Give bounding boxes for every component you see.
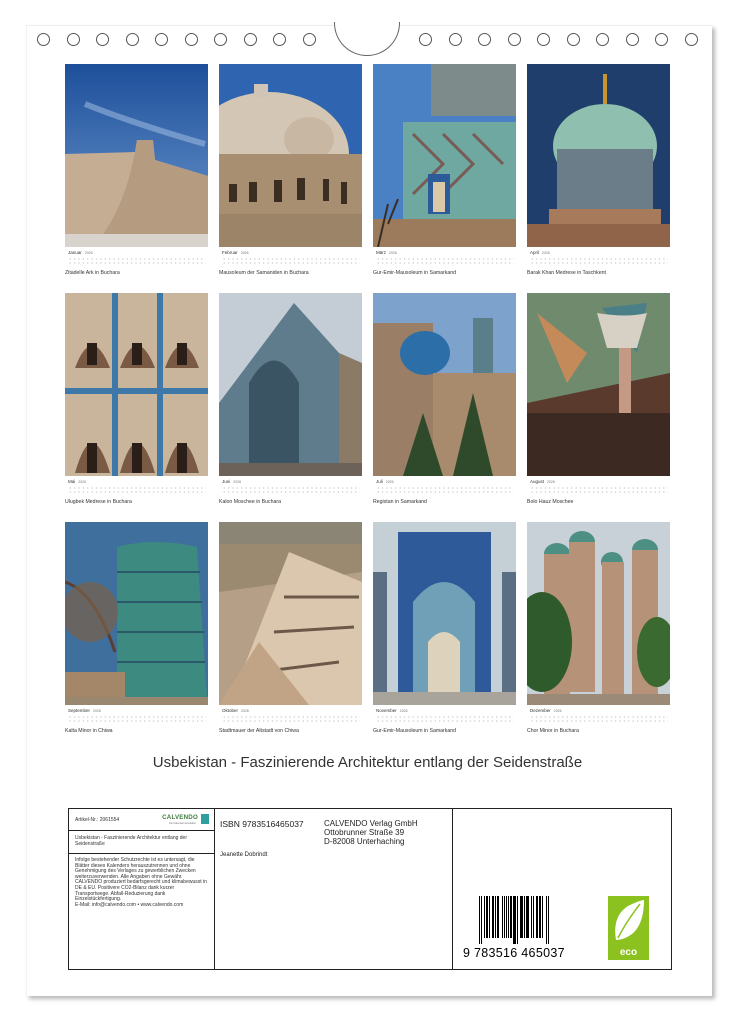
photo-caption: Stadtmauer der Altstadt von Chiwa [219,728,299,734]
photo-caption: Kalta Minor in Chiwa [65,728,113,734]
photo-chor-minor [527,522,670,705]
publisher-street: Ottobrunner Straße 39 [324,828,405,837]
contact-info: E-Mail: info@calvendo.com • www.calvendo.com [75,901,184,908]
eco-label: eco [619,947,638,958]
photo-caption: Bolo Hauz Moschee [527,499,574,505]
photo-registan [373,293,516,476]
year-label: 2026 [78,480,87,484]
day-grid [68,257,206,265]
year-label: 2026 [553,709,562,713]
imprint-box [68,808,672,970]
photo-caption: Chor Minor in Buchara [527,728,579,734]
binding-hole [155,33,168,46]
month-label: März [376,250,386,255]
binding-hole [685,33,698,46]
photo-caption: Mausoleum der Samaniden in Buchara [219,270,309,276]
legal-notice [69,854,214,912]
month-label: Oktober [222,708,239,713]
photo-gur-emir-portal [373,522,516,705]
publisher-name: CALVENDO Verlag GmbH [324,819,418,828]
leaf-icon [608,896,649,946]
binding-hole [655,33,668,46]
binding-hole [273,33,286,46]
photo-caption: Gur-Emir-Mausoleum in Samarkand [373,270,457,276]
day-grid [530,715,668,723]
year-label: 2026 [542,251,550,255]
photo-samaniden-mausoleum [219,64,362,247]
photo-caption: Kalon Moschee in Buchara [219,499,281,505]
day-grid [222,257,360,265]
calvendo-logo-text: CALVENDO [162,814,198,821]
isbn-barcode [475,896,579,944]
day-grid [222,715,360,723]
imprint-left-column [69,809,215,969]
month-label: Januar [68,250,82,255]
binding-hole [185,33,198,46]
binding-hole [96,33,109,46]
isbn: ISBN 9783516465037 [220,819,304,829]
binding-hole [478,33,491,46]
year-label: 2026 [93,709,101,713]
year-label: 2026 [399,709,408,713]
day-grid [68,715,206,723]
imprint-right-column [453,809,671,969]
binding-hole [419,33,432,46]
publisher-city: D-82008 Unterhaching [324,837,405,846]
photo-caption: Barak Khan Medrese in Taschkent [527,270,606,276]
photo-zitadelle-ark [65,64,208,247]
article-row [69,809,214,831]
day-grid [530,257,668,265]
month-label: Februar [222,250,238,255]
binding-hole [567,33,580,46]
month-label: Juli [376,479,383,484]
photo-caption: Gur-Emir-Mausoleum in Samarkand [373,728,457,734]
binding-hole [537,33,550,46]
month-label: Juni [222,479,231,484]
binding-hole [244,33,257,46]
day-grid [222,486,360,494]
year-label: 2026 [240,251,249,255]
binding-hole [214,33,227,46]
binding-hole [126,33,139,46]
barcode-number: 9 783516 465037 [463,946,565,960]
month-label: Mai [68,479,76,484]
day-grid [376,257,514,265]
imprint-middle-column [215,809,453,969]
month-label: August [530,479,545,484]
barcode-bars [479,896,579,944]
article-number: Artikel-Nr.: 2061554 [75,817,120,823]
month-label: Dezember [530,708,551,713]
binding-hole [37,33,50,46]
month-label: November [376,708,397,713]
photo-caption: Ulugbek Medrese in Buchara [65,499,132,505]
year-label: 2026 [233,480,242,484]
photo-kalon-moschee [219,293,362,476]
day-grid [530,486,668,494]
product-title: Usbekistan - Faszinierende Architektur entlang der Seidenstraße [69,831,214,854]
binding-hole [67,33,80,46]
year-label: 2026 [389,251,397,255]
photo-stadtmauer-chiwa [219,522,362,705]
binding-hole [596,33,609,46]
month-label: September [68,708,91,713]
photo-gur-emir [373,64,516,247]
calvendo-tagline: Die Kalendermanufaktur [169,822,196,825]
author-name: Jeanette Dobrindt [220,852,268,858]
month-label: April [530,250,540,255]
day-grid [68,486,206,494]
publisher-address [324,819,418,846]
calendar-title: Usbekistan - Faszinierende Architektur entlang der Seidenstraße [152,754,583,771]
photo-caption: Zitadelle Ark in Buchara [65,270,120,276]
year-label: 2026 [547,480,555,484]
photo-ulugbek-medrese [65,293,208,476]
calvendo-logo-icon [201,814,209,824]
binding-hole [303,33,316,46]
binding-hole [449,33,462,46]
year-label: 2026 [385,480,394,484]
year-label: 2026 [84,251,93,255]
photo-kalta-minor [65,522,208,705]
day-grid [376,715,514,723]
day-grid [376,486,514,494]
year-label: 2026 [241,709,249,713]
binding-hole [508,33,521,46]
photo-caption: Registan in Samarkand [373,499,427,505]
binding-hole [626,33,639,46]
photo-barak-khan [527,64,670,247]
photo-bolo-hauz [527,293,670,476]
legal-text: Infolge bestehender Schutzrechte ist es untersagt, die Blätter dieses Kalenders herauszutrennen und ohne Genehmigung des Verlages zu gewerblichen Zwecken weiterzuverwenden. Alle Angaben ohne Gewähr. CALVENDO produziert bedarfsgerecht und klimabewusst in DE & EU. Positivere CO2-Bilanz dank kurzer Transportwege. Abfall-Reduzierung dank Einzelstückfertigung. [75,857,207,903]
eco-badge [608,896,649,960]
